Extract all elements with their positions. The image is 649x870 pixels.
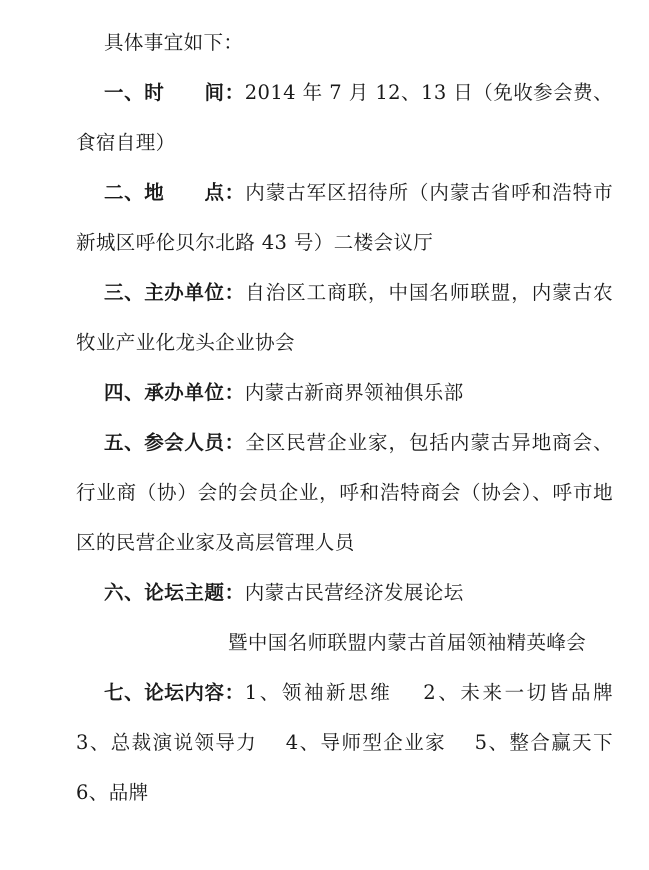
item-5-label: 五、参会人员： xyxy=(104,431,245,454)
item-6-subline: 暨中国名师联盟内蒙古首届领袖精英峰会 xyxy=(228,631,587,654)
item-3-label: 三、主办单位： xyxy=(104,281,245,304)
item-4-text: 内蒙古新商界领袖俱乐部 xyxy=(244,381,464,404)
item-1-text: 2014 年 7 月 12、13 日（免收参会费、食宿自理） xyxy=(76,81,613,154)
item-2-paragraph xyxy=(76,168,613,268)
item-2-label: 二、地 点： xyxy=(104,181,245,204)
item-6-subline-paragraph xyxy=(76,618,613,668)
item-3-text: 自治区工商联，中国名师联盟，内蒙古农牧业产业化龙头企业协会 xyxy=(76,281,613,354)
item-6-label: 六、论坛主题： xyxy=(104,581,245,604)
item-7-paragraph xyxy=(76,668,640,818)
item-2-text: 内蒙古军区招待所（内蒙古省呼和浩特市新城区呼伦贝尔北路 43 号）二楼会议厅 xyxy=(76,181,613,254)
item-4-label: 四、承办单位： xyxy=(104,381,245,404)
item-5-text: 全区民营企业家，包括内蒙古异地商会、行业商（协）会的会员企业，呼和浩特商会（协会）、呼市地区的民营企业家及高层管理人员 xyxy=(76,431,613,554)
item-5-paragraph xyxy=(76,418,613,568)
item-3-paragraph xyxy=(76,268,613,368)
item-4-paragraph xyxy=(76,368,613,418)
item-7-label: 七、论坛内容： xyxy=(104,681,245,704)
item-6-paragraph xyxy=(76,568,613,618)
item-6-text: 内蒙古民营经济发展论坛 xyxy=(244,581,464,604)
item-1-label: 一、时 间： xyxy=(104,81,245,104)
item-7-text: 1、领袖新思维 2、未来一切皆品牌 3、总裁演说领导力 4、导师型企业家 5、整合赢天下 6、品牌 xyxy=(76,681,640,804)
item-1-paragraph xyxy=(76,68,613,168)
intro-text: 具体事宜如下： xyxy=(104,31,244,54)
intro-paragraph xyxy=(76,18,613,68)
